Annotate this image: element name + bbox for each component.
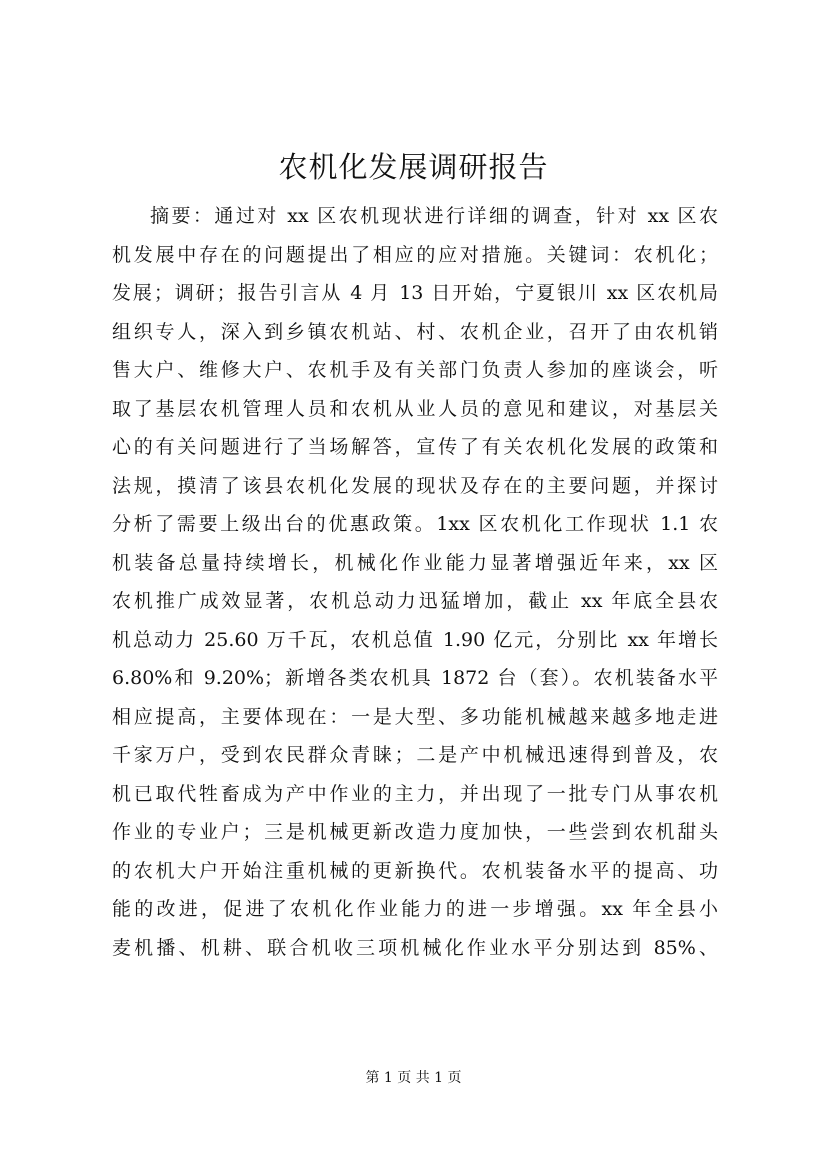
page-footer: 第 1 页 共 1 页 <box>365 1070 462 1086</box>
text-line: 相应提高，主要体现在：一是大型、多功能机械越来越多地走进 <box>112 705 718 728</box>
document-title: 农机化发展调研报告 <box>278 150 549 184</box>
text-line: 机发展中存在的问题提出了相应的应对措施。关键词：农机化； <box>112 243 718 266</box>
text-line: 麦机播、机耕、联合机收三项机械化作业水平分别达到 85%、 <box>112 936 718 959</box>
text-line: 6.80%和 9.20%；新增各类农机具 1872 台（套）。农机装备水平 <box>112 667 718 689</box>
text-line: 机装备总量持续增长，机械化作业能力显著增强近年来，xx 区 <box>112 551 718 574</box>
text-line: 摘要：通过对 xx 区农机现状进行详细的调查，针对 xx 区农 <box>150 205 718 227</box>
text-line: 法规，摸清了该县农机化发展的现状及存在的主要问题，并探讨 <box>112 474 718 497</box>
text-line: 发展；调研；报告引言从 4 月 13 日开始，宁夏银川 xx 区农机局 <box>112 282 718 304</box>
text-line: 机总动力 25.60 万千瓦，农机总值 1.90 亿元，分别比 xx 年增长 <box>112 628 718 651</box>
text-line: 分析了需要上级出台的优惠政策。1xx 区农机化工作现状 1.1 农 <box>112 513 718 535</box>
text-line: 售大户、维修大户、农机手及有关部门负责人参加的座谈会，听 <box>112 359 718 381</box>
text-line: 作业的专业户；三是机械更新改造力度加快，一些尝到农机甜头 <box>112 821 718 843</box>
text-line: 组织专人，深入到乡镇农机站、村、农机企业，召开了由农机销 <box>112 320 718 343</box>
text-line: 机已取代牲畜成为产中作业的主力，并出现了一批专门从事农机 <box>112 782 718 805</box>
text-line: 取了基层农机管理人员和农机从业人员的意见和建议，对基层关 <box>112 397 718 420</box>
text-line: 的农机大户开始注重机械的更新换代。农机装备水平的提高、功 <box>112 859 718 882</box>
text-line: 千家万户，受到农民群众青睐；二是产中机械迅速得到普及，农 <box>112 744 718 766</box>
text-line: 能的改进，促进了农机化作业能力的进一步增强。xx 年全县小 <box>112 898 718 920</box>
text-line: 心的有关问题进行了当场解答，宣传了有关农机化发展的政策和 <box>112 436 718 458</box>
body-text <box>112 197 718 967</box>
text-line: 农机推广成效显著，农机总动力迅猛增加，截止 xx 年底全县农 <box>112 590 718 612</box>
